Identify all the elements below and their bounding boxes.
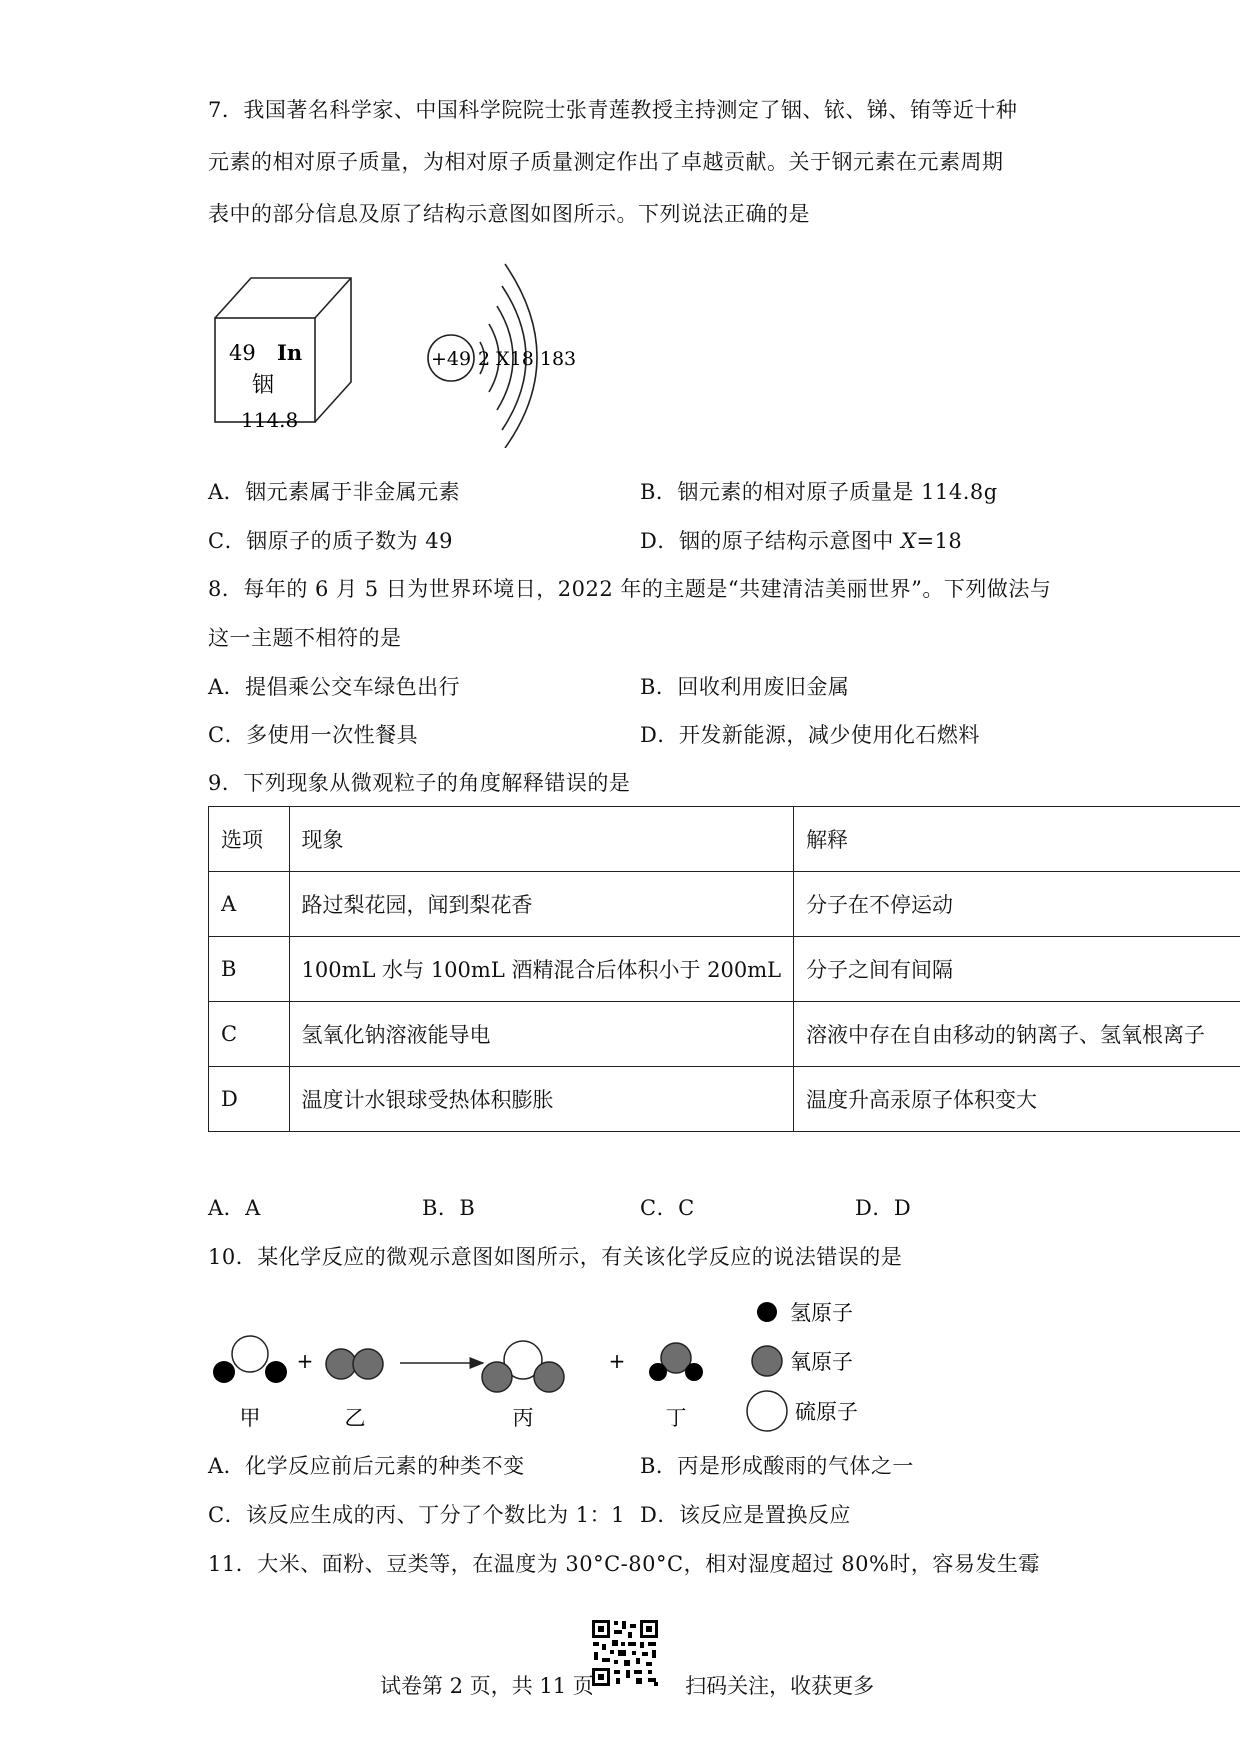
label-jia: 甲 [239, 1406, 261, 1430]
q7-option-b: B．铟元素的相对原子质量是 114.8g [640, 480, 998, 504]
table-cell: 分子之间有间隔 [794, 937, 1240, 1002]
table-cell: C [209, 1002, 290, 1067]
molecule-yi [326, 1349, 383, 1379]
label-yi: 乙 [344, 1406, 366, 1430]
page-number-text: 试卷第 2 页，共 11 页 [380, 1674, 594, 1698]
q8-option-c: C．多使用一次性餐具 [208, 723, 419, 747]
table-row [209, 937, 1240, 1002]
q7-line2: 元素的相对原子质量，为相对原子质量测定作出了卓越贡献。关于钢元素在元素周期 [208, 150, 1004, 174]
q9-option-c: C．C [640, 1196, 695, 1220]
label-ding: 丁 [665, 1406, 687, 1430]
hydrogen-atom [685, 1363, 703, 1381]
scan-prompt-text: 扫码关注，收获更多 [685, 1674, 875, 1698]
atom-shell-counts: 2 X18 183 [478, 348, 577, 370]
q9-option-b: B．B [422, 1196, 476, 1220]
q7-option-c: C．铟原子的质子数为 49 [208, 529, 453, 553]
table-header-cell: 现象 [289, 807, 794, 872]
page-footer [380, 1670, 874, 1700]
table-cell: 温度计水银球受热体积膨胀 [289, 1067, 794, 1132]
table-row [209, 872, 1240, 937]
q8-option-a: A．提倡乘公交车绿色出行 [208, 675, 461, 699]
element-name: 铟 [252, 373, 275, 398]
molecule-bing [482, 1341, 564, 1392]
oxygen-atom [326, 1349, 356, 1379]
hydrogen-atom [265, 1361, 287, 1383]
table-cell: 溶液中存在自由移动的钠离子、氢氧根离子 [794, 1002, 1240, 1067]
q7-line1: 7．我国著名科学家、中国科学院院士张青莲教授主持测定了铟、铱、锑、铕等近十种 [208, 98, 1018, 122]
plus-sign: + [296, 1349, 314, 1373]
sulfur-atom [232, 1336, 268, 1372]
q10-reaction-diagram [205, 1290, 885, 1440]
table-cell: A [209, 872, 290, 937]
q8-option-d: D．开发新能源，减少使用化石燃料 [640, 723, 980, 747]
q11-line1: 11．大米、面粉、豆类等，在温度为 30°C-80°C，相对湿度超过 80%时，容易发生霉 [208, 1552, 1040, 1576]
plus-sign: + [608, 1349, 626, 1373]
atom-legend [747, 1301, 858, 1431]
table-cell: 氢氧化钠溶液能导电 [289, 1002, 794, 1067]
q7-option-d-suffix: =18 [916, 529, 963, 553]
q10-question: 10．某化学反应的微观示意图如图所示，有关该化学反应的说法错误的是 [208, 1245, 903, 1269]
table-cell: B [209, 937, 290, 1002]
q9-option-d: D．D [855, 1196, 912, 1220]
q7-option-d-prefix: D．铟的原子结构示意图中 [640, 529, 902, 553]
q8-line2: 这一主题不相符的是 [208, 626, 402, 650]
table-cell: 100mL 水与 100mL 酒精混合后体积小于 200mL [289, 937, 794, 1002]
table-row [209, 1067, 1240, 1132]
q9-table [208, 806, 1240, 1132]
oxygen-atom [353, 1349, 383, 1379]
q9-question: 9．下列现象从微观粒子的角度解释错误的是 [208, 771, 631, 795]
q9-option-a: A．A [208, 1196, 261, 1220]
oxygen-legend-icon [752, 1346, 782, 1376]
q7-option-d [640, 527, 962, 555]
table-cell: 温度升高汞原子体积变大 [794, 1067, 1240, 1132]
table-row [209, 1002, 1240, 1067]
q7-figure [205, 258, 610, 448]
table-header-row [209, 807, 1240, 872]
q10-option-b: B．丙是形成酸雨的气体之一 [640, 1454, 914, 1478]
q7-option-d-var: X [901, 529, 917, 553]
hydrogen-atom [649, 1363, 667, 1381]
element-number: 49 [229, 341, 256, 365]
table-cell: D [209, 1067, 290, 1132]
molecule-ding [649, 1343, 703, 1381]
atom-structure-diagram [428, 264, 576, 448]
q10-option-c: C．该反应生成的丙、丁分了个数比为 1：1 [208, 1503, 625, 1527]
molecule-jia [213, 1336, 287, 1383]
q8-line1: 8．每年的 6 月 5 日为世界环境日，2022 年的主题是“共建清洁美丽世界”。下列做法与 [208, 577, 1052, 601]
q7-line3: 表中的部分信息及原了结构示意图如图所示。下列说法正确的是 [208, 202, 810, 226]
oxygen-atom [534, 1362, 564, 1392]
legend-hydrogen: 氢原子 [790, 1301, 853, 1325]
legend-sulfur: 硫原子 [795, 1400, 858, 1424]
legend-oxygen: 氧原子 [790, 1350, 853, 1374]
q7-option-a: A．铟元素属于非金属元素 [208, 480, 461, 504]
hydrogen-atom [213, 1361, 235, 1383]
oxygen-atom [482, 1362, 512, 1392]
sulfur-legend-icon [747, 1391, 787, 1431]
table-cell: 路过梨花园，闻到梨花香 [289, 872, 794, 937]
table-header-cell: 选项 [209, 807, 290, 872]
atom-nucleus-label: +49 [430, 348, 472, 370]
hydrogen-legend-icon [757, 1302, 777, 1322]
q10-option-a: A．化学反应前后元素的种类不变 [208, 1454, 525, 1478]
q10-option-d: D．该反应是置换反应 [640, 1503, 851, 1527]
element-mass: 114.8 [241, 408, 299, 432]
table-header-cell: 解释 [794, 807, 1240, 872]
label-bing: 丙 [512, 1406, 534, 1430]
table-cell: 分子在不停运动 [794, 872, 1240, 937]
q8-option-b: B．回收利用废旧金属 [640, 675, 850, 699]
element-symbol: In [277, 340, 303, 365]
